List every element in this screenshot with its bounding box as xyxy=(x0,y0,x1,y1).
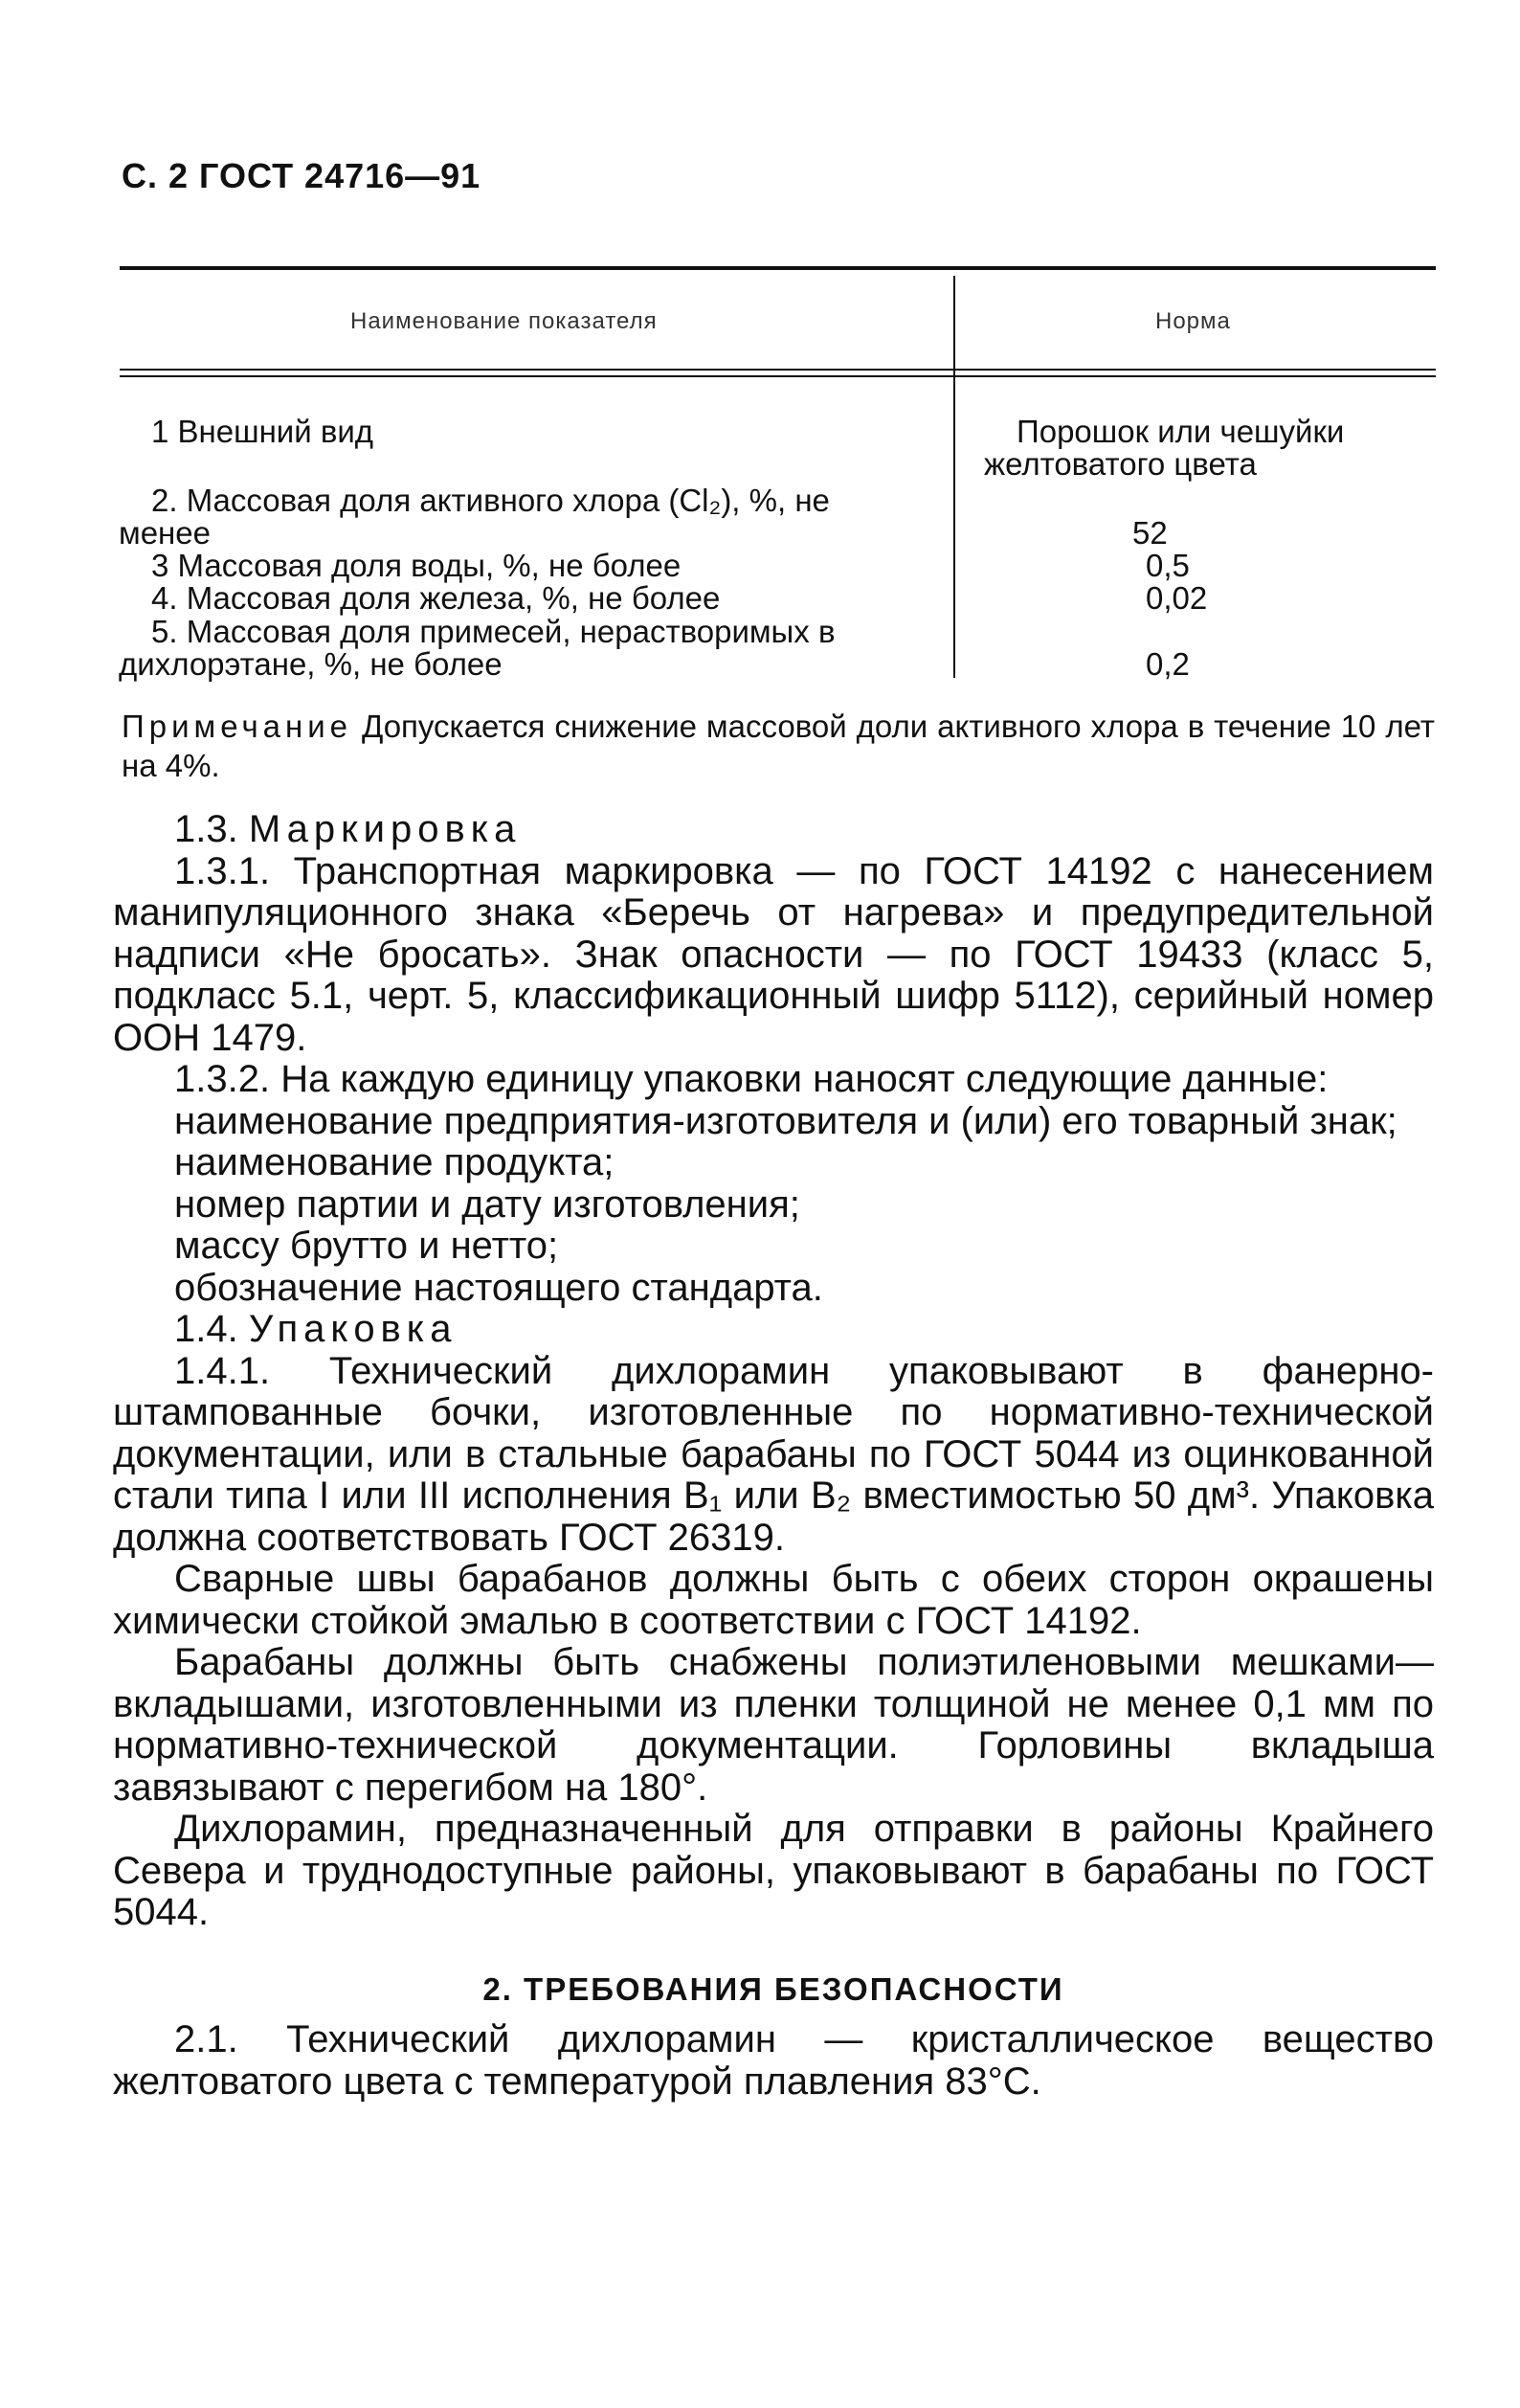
table-row-5-value: 0,2 xyxy=(1146,646,1190,682)
paragraph-1-4-1: 1.4.1. Технический дихлорамин упаковывают в фанерно-штампованные бочки, изготовленные по нормативно-технической документации, или в стальные барабаны по ГОСТ 5044 из оцинкованной стали типа I или III исполнения В₁ или В₂ вместимостью 50 дм³. Упаковка должна соответствовать ГОСТ 26319. xyxy=(113,1349,1434,1559)
page-header: С. 2 ГОСТ 24716—91 xyxy=(122,156,481,195)
table-row-1-value: Порошок или чешуйки xyxy=(1017,414,1345,449)
list-item: наименование предприятия-изготовителя и (или) его товарный знак; xyxy=(174,1099,1397,1142)
table-header-rule xyxy=(120,369,1436,371)
paragraph-welds: Сварные швы барабанов должны быть с обеих сторон окрашены химически стойкой эмалью в соответствии с ГОСТ 14192. xyxy=(113,1558,1434,1642)
table-note xyxy=(122,707,1435,785)
section-1-4-heading: 1.4. Упаковка xyxy=(174,1308,458,1350)
list-item: обозначение настоящего стандарта. xyxy=(174,1266,823,1309)
section-1-3-title: Маркировка xyxy=(248,808,522,850)
table-row-2-value: 52 xyxy=(1132,515,1168,551)
table-row-4-name: 4. Массовая доля железа, %, не более xyxy=(151,580,721,616)
paragraph-2-1: 2.1. Технический дихлорамин — кристаллическое вещество желтоватого цвета с температурой плавления 83°C. xyxy=(113,2018,1434,2103)
table-row-1-value-cont: желтоватого цвета xyxy=(984,446,1257,482)
note-text: Допускается снижение массовой доли активного хлора в течение 10 лет на 4%. xyxy=(122,709,1435,783)
table-col1-header: Наименование показателя xyxy=(350,308,658,334)
section-1-3-heading: 1.3. Маркировка xyxy=(174,808,522,850)
table-row-2-name-cont: менее xyxy=(119,515,211,551)
list-item: массу брутто и нетто; xyxy=(174,1225,559,1267)
body-text xyxy=(113,809,1434,2103)
list-item: номер партии и дату изготовления; xyxy=(174,1182,800,1226)
table-row-5-name-cont: дихлорэтане, %, не более xyxy=(119,646,503,682)
table-row-2-name: 2. Массовая доля активного хлора (Cl₂), %, не xyxy=(151,483,830,518)
paragraph-1-3-1: 1.3.1. Транспортная маркировка — по ГОСТ 14192 с нанесением манипуляционного знака «Беречь от нагрева» и предупредительной надписи «Не бросать». Знак опасности — по ГОСТ 19433 (класс 5, подкласс 5.1, черт. 5, классификационный шифр 5112), серийный номер ООН 1479. xyxy=(113,849,1434,1059)
section-1-4-title: Упаковка xyxy=(248,1308,458,1350)
section-2-heading: 2. ТРЕБОВАНИЯ БЕЗОПАСНОСТИ xyxy=(482,1970,1064,2007)
table-row-5-name: 5. Массовая доля примесей, нерастворимых в xyxy=(151,614,836,649)
table-top-rule xyxy=(120,266,1436,270)
table-column-divider xyxy=(953,276,955,678)
table-row-3-name: 3 Массовая доля воды, %, не более xyxy=(151,548,682,583)
paragraph-drums: Барабаны должны быть снабжены полиэтиленовыми мешками—вкладышами, изготовленными из пленки толщиной не менее 0,1 мм по нормативно-технической документации. Горловины вкладыша завязывают с перегибом на 180°. xyxy=(113,1641,1434,1809)
note-label: Примечание xyxy=(122,709,353,744)
table-header-rule-2 xyxy=(120,375,1436,377)
table-col2-header: Норма xyxy=(1155,308,1231,334)
table-row-1-name: 1 Внешний вид xyxy=(151,414,374,449)
table-row-4-value: 0,02 xyxy=(1146,580,1208,616)
paragraph-1-3-2: 1.3.2. На каждую единицу упаковки наносят следующие данные: xyxy=(174,1058,1329,1100)
table-row-3-value: 0,5 xyxy=(1146,548,1190,583)
paragraph-north: Дихлорамин, предназначенный для отправки в районы Крайнего Севера и труднодоступные районы, упаковывают в барабаны по ГОСТ 5044. xyxy=(113,1808,1434,1933)
list-item: наименование продукта; xyxy=(174,1141,615,1183)
